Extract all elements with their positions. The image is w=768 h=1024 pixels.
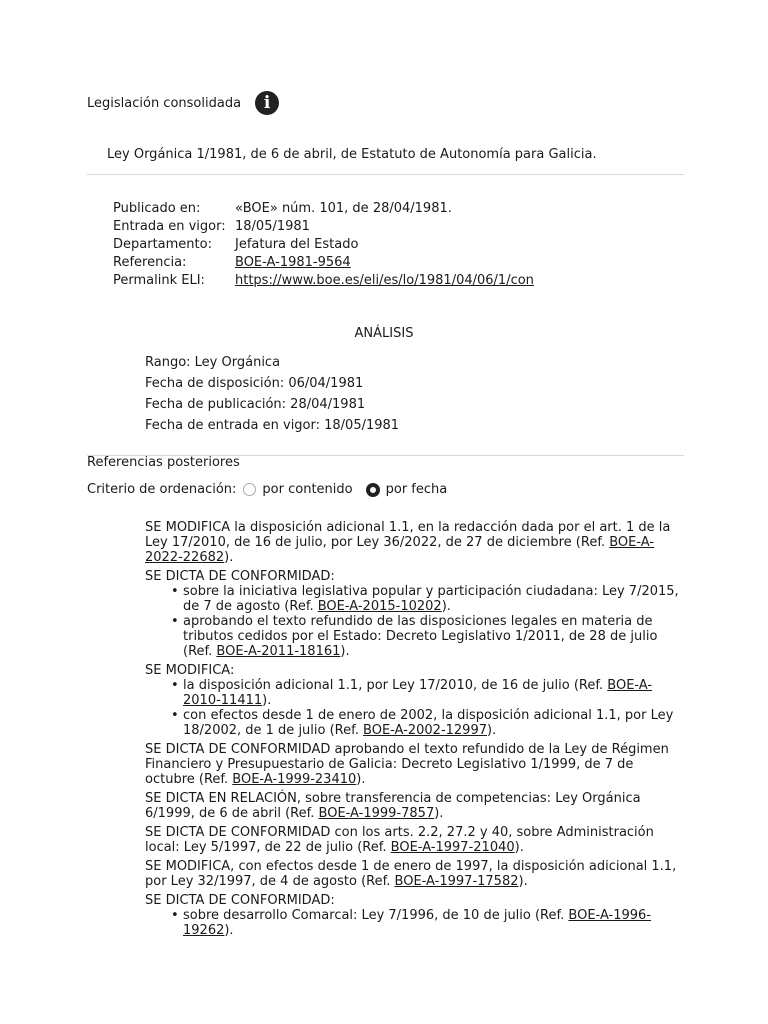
reference-text: SE DICTA DE CONFORMIDAD: xyxy=(145,893,335,908)
reference-link[interactable]: BOE-A-1997-21040 xyxy=(390,840,515,855)
order-criteria xyxy=(87,482,453,497)
reference-link[interactable]: BOE-A-1999-7857 xyxy=(318,806,435,821)
reference-subitem xyxy=(169,678,685,708)
reference-text: SE DICTA EN RELACIÓN, sobre transferencia de competencias: Ley Orgánica 6/1999, de 6 de abril (Ref. xyxy=(145,791,641,821)
meta-row-permalink: Permalink ELI: https://www.boe.es/eli/es/lo/1981/04/06/1/con xyxy=(113,273,534,288)
reference-entry xyxy=(145,520,685,565)
reference-text: ). xyxy=(262,693,272,708)
order-label: Criterio de ordenación: xyxy=(87,482,237,497)
reference-link[interactable]: BOE-A-1981-9564 xyxy=(235,255,351,270)
info-icon[interactable]: i xyxy=(255,91,279,115)
reference-text: SE MODIFICA la disposición adicional 1.1, en la redacción dada por el art. 1 de la Ley 17/2010, de 16 de julio, por Ley 36/2022, de 27 de diciembre (Ref. xyxy=(145,520,671,550)
references-title: Referencias posteriores xyxy=(87,455,240,470)
reference-link[interactable]: BOE-A-2022-22682 xyxy=(145,535,655,565)
reference-text: ). xyxy=(434,806,444,821)
reference-text: SE DICTA DE CONFORMIDAD aprobando el texto refundido de la Ley de Régimen Financiero y Presupuestario de Galicia: Decreto Legislativo 1/1999, de 7 de octubre (Ref. xyxy=(145,742,669,787)
reference-subitem xyxy=(169,908,685,938)
metadata-table xyxy=(113,200,534,290)
reference-subitem xyxy=(169,708,685,738)
reference-link[interactable]: BOE-A-2010-11411 xyxy=(183,678,653,708)
reference-text: SE MODIFICA: xyxy=(145,663,235,678)
reference-subitem xyxy=(169,614,685,659)
reference-entry xyxy=(145,663,685,738)
reference-link[interactable]: BOE-A-1996-19262 xyxy=(183,908,652,938)
reference-text: ). xyxy=(441,599,451,614)
radio-by-date[interactable] xyxy=(366,483,380,497)
reference-link[interactable]: BOE-A-2015-10202 xyxy=(317,599,442,614)
reference-text: ). xyxy=(224,923,234,938)
reference-entry xyxy=(145,791,685,821)
reference-sublist xyxy=(145,908,685,938)
reference-link[interactable]: BOE-A-2011-18161 xyxy=(216,644,341,659)
reference-text: ). xyxy=(340,644,350,659)
analysis-rank: Rango: Ley Orgánica xyxy=(145,355,281,370)
meta-row-reference: Referencia: BOE-A-1981-9564 xyxy=(113,255,351,270)
meta-department-value: Jefatura del Estado xyxy=(235,237,359,252)
reference-entry xyxy=(145,742,685,787)
meta-published-value: «BOE» núm. 101, de 28/04/1981. xyxy=(235,201,452,216)
reference-text: con efectos desde 1 de enero de 2002, la disposición adicional 1.1, por Ley 18/2002, de 1 de julio (Ref. xyxy=(183,708,674,738)
analysis-list xyxy=(145,352,399,436)
meta-entry-value: 18/05/1981 xyxy=(235,219,310,234)
radio-by-date-label[interactable]: por fecha xyxy=(385,482,448,497)
reference-link[interactable]: BOE-A-2002-12997 xyxy=(363,723,487,738)
reference-text: aprobando el texto refundido de las disposiciones legales en materia de tributos cedidos por el Estado: Decreto Legislativo 1/2011, de 28 de julio (Ref. xyxy=(183,614,658,659)
meta-row-department: Departamento: Jefatura del Estado xyxy=(113,237,359,252)
reference-text: sobre la iniciativa legislativa popular y participación ciudadana: Ley 7/2015, de 7 de agosto (Ref. xyxy=(183,584,679,614)
meta-row-published: Publicado en: «BOE» núm. 101, de 28/04/1981. xyxy=(113,201,452,216)
reference-text: sobre desarrollo Comarcal: Ley 7/1996, de 10 de julio (Ref. xyxy=(183,908,569,923)
reference-text: SE DICTA DE CONFORMIDAD: xyxy=(145,569,335,584)
analysis-disposition-date: Fecha de disposición: 06/04/1981 xyxy=(145,376,364,391)
reference-text: ). xyxy=(224,550,234,565)
reference-sublist xyxy=(145,678,685,738)
reference-entry xyxy=(145,569,685,659)
reference-subitem xyxy=(169,584,685,614)
reference-text: la disposición adicional 1.1, por Ley 17/2010, de 16 de julio (Ref. xyxy=(183,678,608,693)
reference-entry xyxy=(145,825,685,855)
permalink-link[interactable]: https://www.boe.es/eli/es/lo/1981/04/06/1/con xyxy=(235,273,534,288)
reference-text: ). xyxy=(514,840,524,855)
analysis-publication-date: Fecha de publicación: 28/04/1981 xyxy=(145,397,366,412)
reference-text: SE MODIFICA, con efectos desde 1 de enero de 1997, la disposición adicional 1.1, por Ley 32/1997, de 4 de agosto (Ref. xyxy=(145,859,677,889)
reference-text: ). xyxy=(487,723,497,738)
reference-text: SE DICTA DE CONFORMIDAD con los arts. 2.2, 27.2 y 40, sobre Administración local: Ley 5/1997, de 22 de julio (Ref. xyxy=(145,825,654,855)
analysis-title: ANÁLISIS xyxy=(354,326,414,341)
law-title: Ley Orgánica 1/1981, de 6 de abril, de Estatuto de Autonomía para Galicia. xyxy=(107,147,597,162)
header xyxy=(87,91,279,115)
reference-link[interactable]: BOE-A-1999-23410 xyxy=(232,772,357,787)
reference-sublist xyxy=(145,584,685,659)
divider xyxy=(87,174,684,175)
reference-entry xyxy=(145,893,685,938)
analysis-entry-date: Fecha de entrada en vigor: 18/05/1981 xyxy=(145,418,400,433)
reference-text: ). xyxy=(356,772,366,787)
references-list xyxy=(145,520,685,942)
reference-link[interactable]: BOE-A-1997-17582 xyxy=(394,874,519,889)
header-label: Legislación consolidada xyxy=(87,95,242,111)
reference-entry xyxy=(145,859,685,889)
reference-text: ). xyxy=(518,874,528,889)
radio-by-content[interactable] xyxy=(243,483,256,496)
meta-row-entry: Entrada en vigor: 18/05/1981 xyxy=(113,219,310,234)
radio-by-content-label[interactable]: por contenido xyxy=(262,482,353,497)
